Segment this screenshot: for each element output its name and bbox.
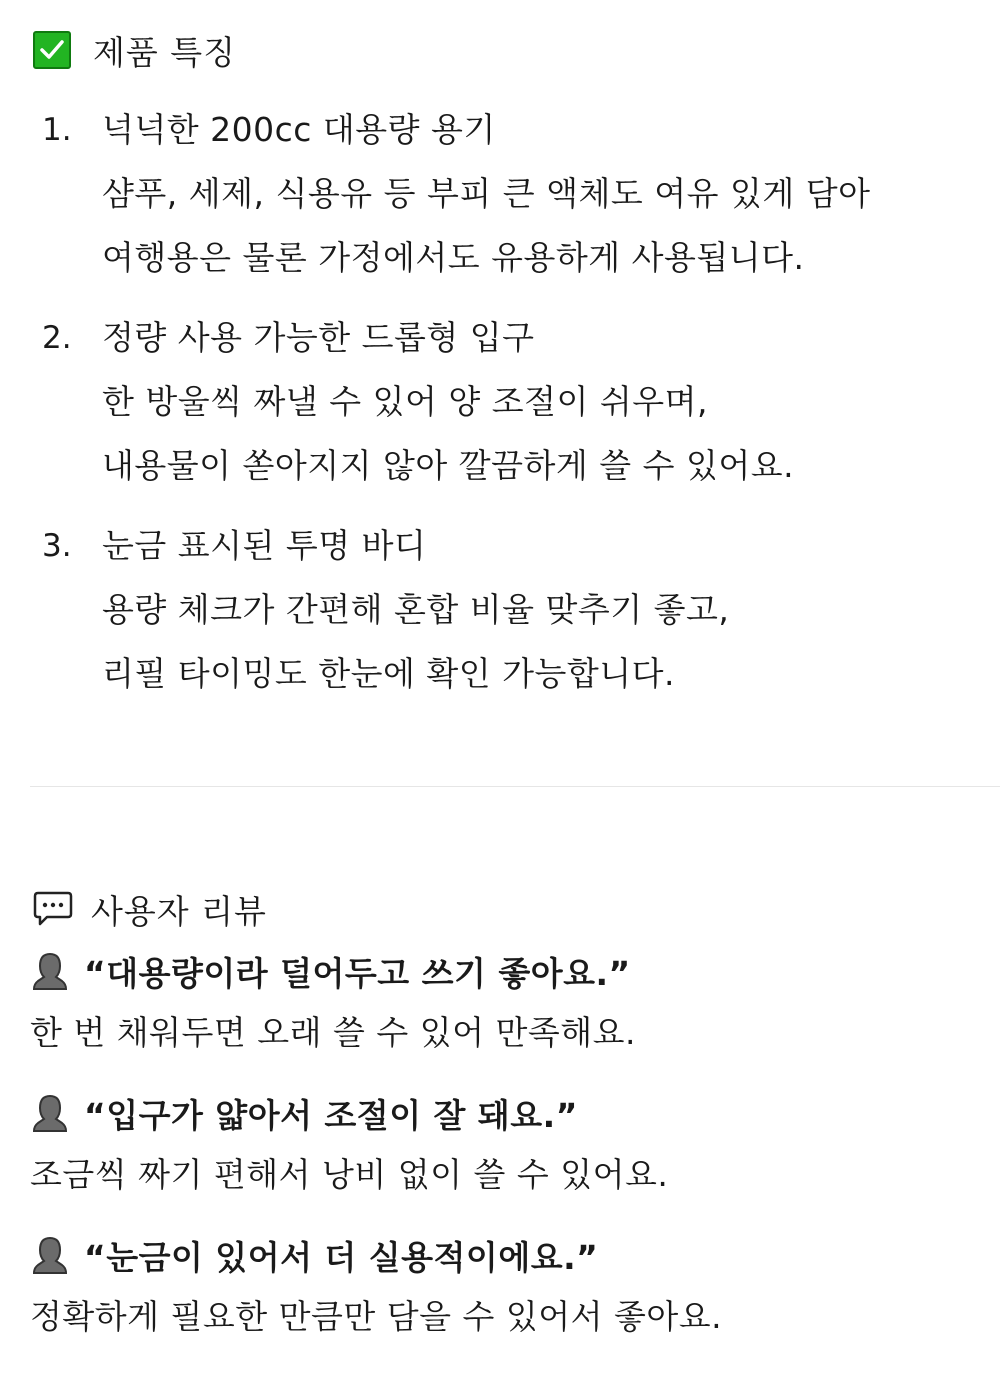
section-divider	[30, 786, 1000, 787]
review-title-row	[30, 940, 990, 1002]
reviews-title: 사용자 리뷰	[91, 891, 267, 931]
review-title-row	[30, 1082, 990, 1144]
feature-item	[42, 514, 982, 706]
speech-bubble-icon	[33, 890, 73, 928]
reviews-heading	[33, 886, 267, 932]
feature-number: 3.	[42, 528, 72, 564]
user-silhouette-icon	[30, 1233, 70, 1277]
feature-description-line: 한 방울씩 짜낼 수 있어 양 조절이 쉬우며,	[102, 382, 708, 421]
review-item	[30, 940, 990, 1064]
review-quote: “눈금이 있어서 더 실용적이에요.”	[84, 1237, 599, 1277]
review-quote: “대용량이라 덜어두고 쓰기 좋아요.”	[84, 953, 631, 993]
feature-description-line: 내용물이 쏟아지지 않아 깔끔하게 쓸 수 있어요.	[102, 446, 795, 485]
feature-number: 2.	[42, 320, 72, 356]
feature-item	[42, 306, 982, 498]
feature-title: 눈금 표시된 투명 바디	[102, 526, 427, 565]
user-silhouette-icon	[30, 1091, 70, 1135]
review-text: 한 번 채워두면 오래 쓸 수 있어 만족해요.	[30, 1013, 636, 1052]
feature-description-line: 용량 체크가 간편해 혼합 비율 맞추기 좋고,	[102, 590, 730, 629]
review-text: 정확하게 필요한 만큼만 담을 수 있어서 좋아요.	[30, 1297, 723, 1336]
review-title-row	[30, 1224, 990, 1286]
review-text: 조금씩 짜기 편해서 낭비 없이 쓸 수 있어요.	[30, 1155, 669, 1194]
feature-description-line: 리필 타이밍도 한눈에 확인 가능합니다.	[102, 654, 675, 693]
review-quote: “입구가 얇아서 조절이 잘 돼요.”	[84, 1095, 578, 1135]
feature-title: 넉넉한 200cc 대용량 용기	[102, 110, 496, 149]
review-item	[30, 1082, 990, 1206]
feature-title: 정량 사용 가능한 드롭형 입구	[102, 318, 535, 357]
feature-item	[42, 98, 982, 290]
user-silhouette-icon	[30, 949, 70, 993]
feature-description-line: 샴푸, 세제, 식용유 등 부피 큰 액체도 여유 있게 담아	[102, 174, 871, 213]
check-mark-icon	[33, 31, 71, 69]
review-item	[30, 1224, 990, 1348]
features-title: 제품 특징	[93, 32, 237, 72]
features-heading	[33, 28, 236, 72]
feature-list	[42, 98, 982, 722]
feature-number: 1.	[42, 112, 72, 148]
feature-description-line: 여행용은 물론 가정에서도 유용하게 사용됩니다.	[102, 238, 805, 277]
